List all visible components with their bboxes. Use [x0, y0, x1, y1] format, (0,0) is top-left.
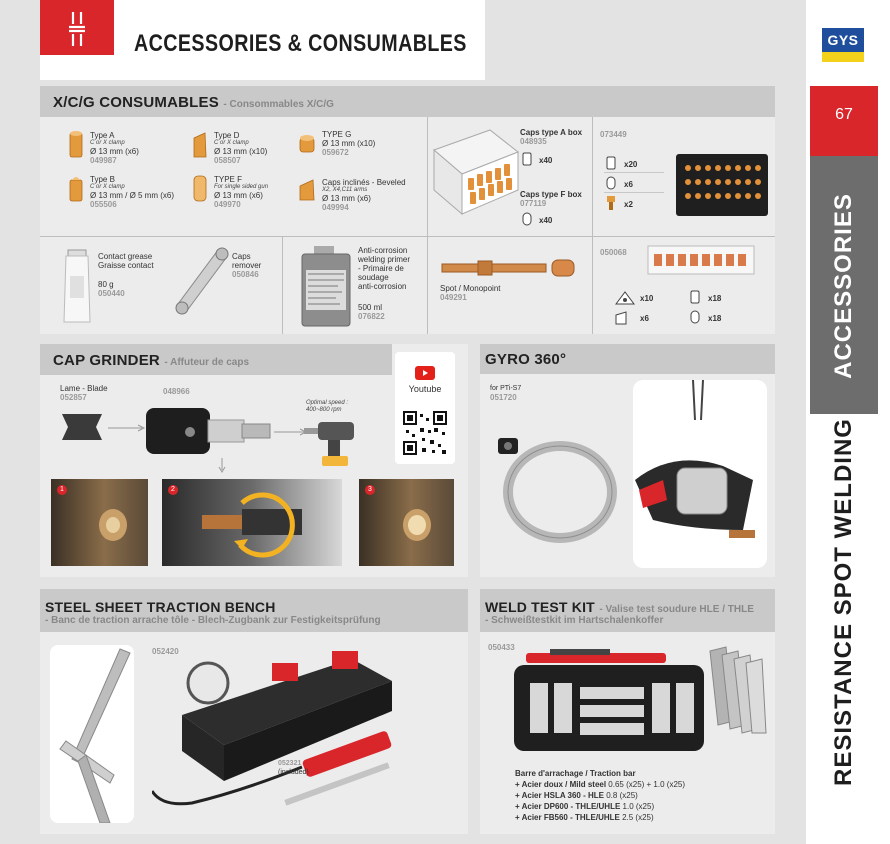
cap-dim: Ø 13 mm (x10) — [322, 139, 376, 148]
caps-type-f-box[interactable] — [520, 190, 590, 225]
page-title: ACCESSORIES & CONSUMABLES — [134, 30, 467, 57]
youtube-icon — [415, 366, 435, 380]
remover-line2: remover — [232, 261, 262, 270]
cap-sub: C or X clamp — [90, 184, 125, 190]
caps-type-a-box[interactable] — [520, 128, 590, 165]
primer-line: welding primer — [358, 255, 411, 264]
cap-outline-icon — [690, 290, 700, 304]
cap-name: Type B — [90, 175, 115, 184]
arrow-down-icon — [218, 458, 226, 474]
cap-grinder-panel — [40, 344, 468, 577]
cap-code: 059672 — [322, 148, 349, 157]
bar-row — [515, 813, 685, 822]
divider — [592, 117, 593, 236]
caps-kit-qty: x6 — [624, 180, 633, 189]
weld-test-panel — [480, 589, 775, 834]
caps-box-title: Caps type F box — [520, 190, 582, 199]
cap-dim: Ø 13 mm (x6) — [90, 147, 139, 156]
bar-row — [515, 802, 685, 811]
grinding-image — [162, 479, 342, 566]
caps-kit-box-image — [674, 152, 770, 218]
header-logo-box — [40, 0, 114, 55]
primer-line: anti-corrosion — [358, 282, 407, 291]
remover-line1: Caps — [232, 252, 251, 261]
bar-row-name: + Acier doux / Mild steel — [515, 780, 607, 789]
gyro-for: for PTi-S7 — [490, 385, 522, 392]
section-tab-label: ACCESSORIES — [830, 193, 857, 379]
spot-weld-icon — [40, 0, 114, 55]
cap-code: 049970 — [214, 200, 241, 209]
cap-outline-icon — [606, 176, 616, 190]
caps-kit-code: 050068 — [600, 248, 627, 257]
cap-code: 055506 — [90, 200, 117, 209]
step-photo-1 — [51, 479, 148, 566]
caps-kit-073449[interactable] — [600, 130, 770, 230]
weld-test-subtitle1: - Valise test soudure HLE / THLE — [599, 604, 754, 615]
bar-row-spec: 0.65 (x25) + 1.0 (x25) — [608, 780, 686, 789]
grease-qty: 80 g — [98, 280, 114, 289]
caps-kit-qty: x18 — [708, 314, 722, 323]
gyro-code: 051720 — [490, 393, 517, 402]
page-number: 67 — [835, 106, 853, 123]
bar-row-spec: 0.8 (x25) — [606, 791, 638, 800]
weld-test-subtitle2: - Schweißtestkit im Hartschalenkoffer — [485, 615, 664, 626]
anti-corrosion-primer[interactable] — [358, 246, 428, 321]
grease-line2: Graisse contact — [98, 261, 154, 270]
bar-row — [515, 780, 685, 789]
caps-kit-box-image — [646, 242, 756, 278]
caps-box-code: 048935 — [520, 137, 547, 146]
bench-sample-photo — [50, 645, 134, 823]
gyro-ring-image — [490, 424, 620, 554]
caps-box-qty: x40 — [539, 216, 553, 225]
test-sheet-image — [50, 645, 134, 823]
blade-label: Lame - Blade — [60, 384, 108, 393]
spot-monopoint[interactable] — [440, 284, 560, 302]
gyro-title: GYRO 360° — [485, 351, 567, 368]
remover-code: 050846 — [232, 270, 259, 279]
cap-dim: Ø 13 mm (x6) — [322, 194, 371, 203]
cap-outline-icon — [522, 152, 532, 166]
caps-kit-qty: x2 — [624, 200, 633, 209]
traction-bench-image — [152, 641, 412, 811]
caps-box-image — [430, 126, 522, 218]
divider — [427, 117, 428, 236]
primer-code: 076822 — [358, 312, 385, 321]
pump-label — [278, 759, 309, 777]
bench-code: 052420 — [152, 647, 179, 656]
youtube-card[interactable] — [395, 352, 455, 464]
gyro-info — [490, 384, 521, 402]
bar-row-spec: 2.5 (x25) — [622, 813, 654, 822]
primer-line: Anti-corrosion — [358, 246, 408, 255]
xcg-title-row — [53, 94, 334, 112]
grease-line1: Contact grease — [98, 252, 153, 261]
bar-row-name: + Acier DP600 - THLE/UHLE — [515, 802, 621, 811]
xcg-title: X/C/G CONSUMABLES — [53, 94, 219, 111]
optimal-speed — [306, 400, 348, 414]
grinder-code: 048966 — [163, 387, 190, 396]
gyro-panel — [480, 344, 775, 577]
cap-grinder-title: CAP GRINDER — [53, 352, 160, 369]
cap-name: TYPE F — [214, 175, 243, 184]
cap-dim: Ø 13 mm (x10) — [214, 147, 268, 156]
cap-icon — [298, 132, 316, 154]
bench-subtitle: - Banc de traction arrache tôle - Blech-Zugbank zur Festigkeitsprüfung — [45, 615, 381, 626]
bar-row-name: + Acier HSLA 360 - HLE — [515, 791, 604, 800]
divider — [604, 192, 664, 193]
test-strips-image — [708, 645, 768, 735]
gys-logo — [822, 28, 864, 62]
caps-kit-qty: x10 — [640, 294, 654, 303]
beveled-cap-icon — [614, 290, 636, 306]
pump-code: 052321 — [278, 760, 302, 767]
pump-note: (included) — [278, 769, 309, 776]
cap-code: 049994 — [322, 203, 349, 212]
cap-sub: C or X clamp — [90, 140, 125, 146]
cap-name: Caps inclinés - Beveled — [322, 178, 406, 187]
bar-row-spec: 1.0 (x25) — [622, 802, 655, 811]
caps-box-qty: x40 — [539, 156, 553, 165]
caps-kit-qty: x18 — [708, 294, 722, 303]
xcg-subtitle: - Consommables X/C/G — [223, 99, 334, 110]
xcg-panel — [40, 86, 775, 334]
blade-image — [58, 410, 106, 444]
primer-can-image — [298, 244, 354, 328]
bar-row-name: + Acier FB560 - THLE/UHLE — [515, 813, 620, 822]
cap-icon — [68, 130, 84, 158]
divider — [592, 236, 593, 334]
bench-title: STEEL SHEET TRACTION BENCH — [45, 599, 276, 615]
cap-name: TYPE G — [322, 130, 352, 139]
step-badge: 1 — [57, 485, 67, 495]
step-badge: 2 — [168, 485, 178, 495]
cap-outline-icon — [690, 310, 700, 324]
spot-electrode-image — [438, 258, 578, 278]
caps-kit-qty: x6 — [640, 314, 649, 323]
page-number-box — [810, 86, 878, 156]
gyro-gun-image — [633, 380, 767, 568]
step-badge: 3 — [365, 485, 375, 495]
cap-name: Type A — [90, 131, 115, 140]
cap-code: 058507 — [214, 156, 241, 165]
spot-label: Spot / Monopoint — [440, 284, 501, 293]
cap-icon — [192, 130, 208, 158]
cap-icon — [298, 178, 316, 202]
brand-text: GYS — [827, 32, 859, 48]
grease-tube-image — [62, 246, 92, 326]
category-label: RESISTANCE SPOT WELDING — [830, 418, 857, 786]
primer-line: soudage — [358, 273, 389, 282]
youtube-label: Youtube — [408, 384, 442, 394]
caps-remover-image — [172, 244, 232, 318]
caps-box-code: 077119 — [520, 199, 547, 208]
step-photo-2 — [162, 479, 342, 566]
beveled-cap-icon — [614, 310, 628, 326]
cap-adapter-icon — [606, 195, 616, 211]
arrow-right-icon — [108, 424, 148, 432]
speed-line1: Optimal speed : — [306, 400, 349, 406]
cap-dim: Ø 13 mm / Ø 5 mm (x6) — [90, 191, 175, 200]
divider — [282, 236, 283, 334]
cap-outline-icon — [606, 156, 616, 170]
primer-qty: 500 ml — [358, 303, 383, 312]
cap-code: 049987 — [90, 156, 117, 165]
blade-label-group — [60, 384, 108, 402]
spot-code: 049291 — [440, 293, 467, 302]
primer-line: - Primaire de — [358, 264, 404, 273]
weld-test-case-image — [510, 645, 710, 755]
qr-code-icon — [402, 410, 448, 456]
drill-image — [302, 418, 358, 468]
cap-grinder-image — [144, 402, 274, 458]
weld-test-code: 050433 — [488, 643, 515, 652]
grease-code: 050440 — [98, 289, 125, 298]
cap-grinder-subtitle: - Affuteur de caps — [164, 357, 250, 368]
cap-sub: For single sided gun — [214, 184, 269, 190]
traction-bar-list — [515, 769, 685, 822]
caps-kit-050068[interactable] — [600, 248, 772, 332]
cap-name: Type D — [214, 131, 240, 140]
cap-icon — [68, 174, 84, 202]
cap-outline-icon — [522, 212, 532, 226]
cap-grinder-title-row — [53, 352, 249, 370]
weld-test-title: WELD TEST KIT — [485, 599, 595, 615]
divider — [604, 172, 664, 173]
caps-remover[interactable] — [232, 252, 280, 279]
bar-row — [515, 791, 685, 800]
caps-kit-code: 073449 — [600, 130, 627, 139]
cap-sub: X2, X4,C11 arms — [322, 187, 368, 193]
cap-icon — [192, 174, 208, 202]
gyro-photo — [633, 380, 767, 568]
cap-dim: Ø 13 mm (x6) — [214, 191, 263, 200]
speed-line2: 400~800 rpm — [306, 407, 342, 413]
caps-kit-qty: x20 — [624, 160, 638, 169]
divider — [40, 236, 775, 237]
blade-code: 052857 — [60, 393, 87, 402]
section-tab[interactable] — [810, 156, 878, 414]
bar-title: Barre d'arrachage / Traction bar — [515, 769, 636, 778]
traction-bench-panel — [40, 589, 468, 834]
caps-box-title: Caps type A box — [520, 128, 583, 137]
step-photo-3 — [359, 479, 454, 566]
cap-sub: C or X clamp — [214, 140, 249, 146]
